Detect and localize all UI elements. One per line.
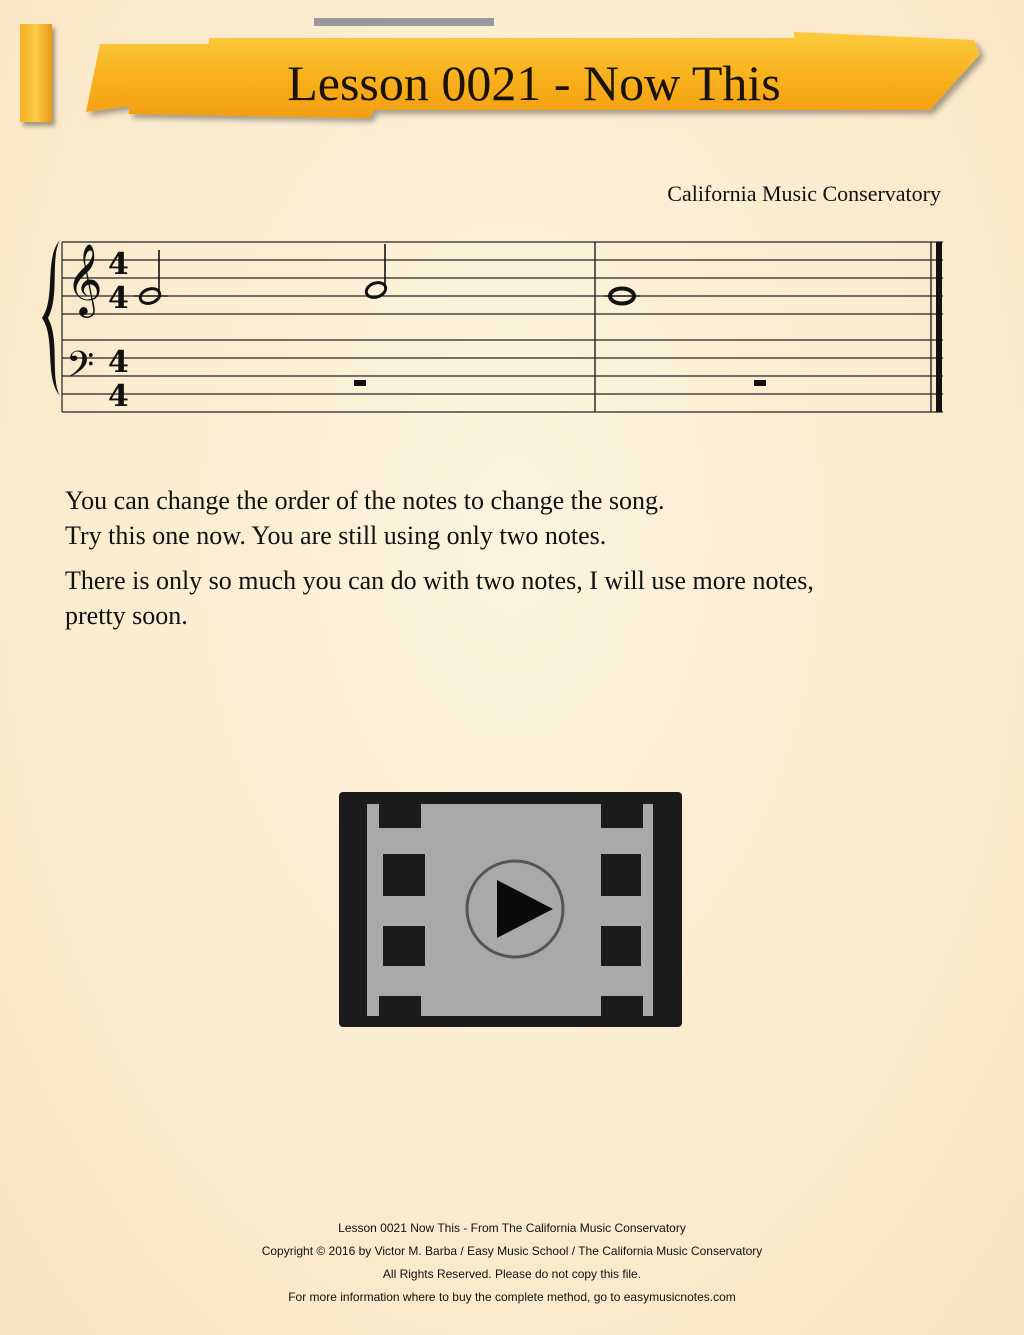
footer <box>0 1217 1024 1309</box>
text-line: There is only so much you can do with two notes, I will use more notes, <box>65 566 814 595</box>
credit-text: California Music Conservatory <box>667 181 941 206</box>
lesson-text <box>65 483 945 633</box>
bass-time-top: 4 <box>108 345 129 380</box>
text-line: You can change the order of the notes to change the song. <box>65 486 665 515</box>
whole-rest <box>354 380 366 386</box>
bass-clef-icon: 𝄢 <box>66 344 95 395</box>
grand-staff-brace <box>42 240 60 396</box>
footer-line: For more information where to buy the complete method, go to easymusicnotes.com <box>288 1290 736 1304</box>
whole-rest <box>754 380 766 386</box>
footer-line: All Rights Reserved. Please do not copy this file. <box>382 1267 642 1281</box>
text-line: pretty soon. <box>65 601 188 630</box>
music-score <box>38 218 948 418</box>
treble-time-bottom: 4 <box>108 281 129 316</box>
title-banner <box>84 14 994 134</box>
page-title: Lesson 0021 - Now This <box>287 55 781 111</box>
footer-line: Copyright © 2016 by Victor M. Barba / Easy Music School / The California Music Conservatory <box>261 1244 763 1258</box>
treble-clef-icon: 𝄞 <box>66 242 103 315</box>
whole-note-c <box>604 289 640 304</box>
bass-staff <box>62 340 943 412</box>
footer-line: Lesson 0021 Now This - From The California Music Conservatory <box>338 1221 686 1235</box>
video-play-button[interactable] <box>339 792 683 1028</box>
half-note-d <box>364 244 388 300</box>
treble-staff <box>62 242 943 314</box>
banner-left-tab <box>20 24 52 122</box>
final-barline-thick <box>936 242 942 412</box>
text-line: Try this one now. You are still using only two notes. <box>65 521 607 550</box>
bass-time-bottom: 4 <box>108 379 129 414</box>
treble-time-top: 4 <box>108 247 129 282</box>
